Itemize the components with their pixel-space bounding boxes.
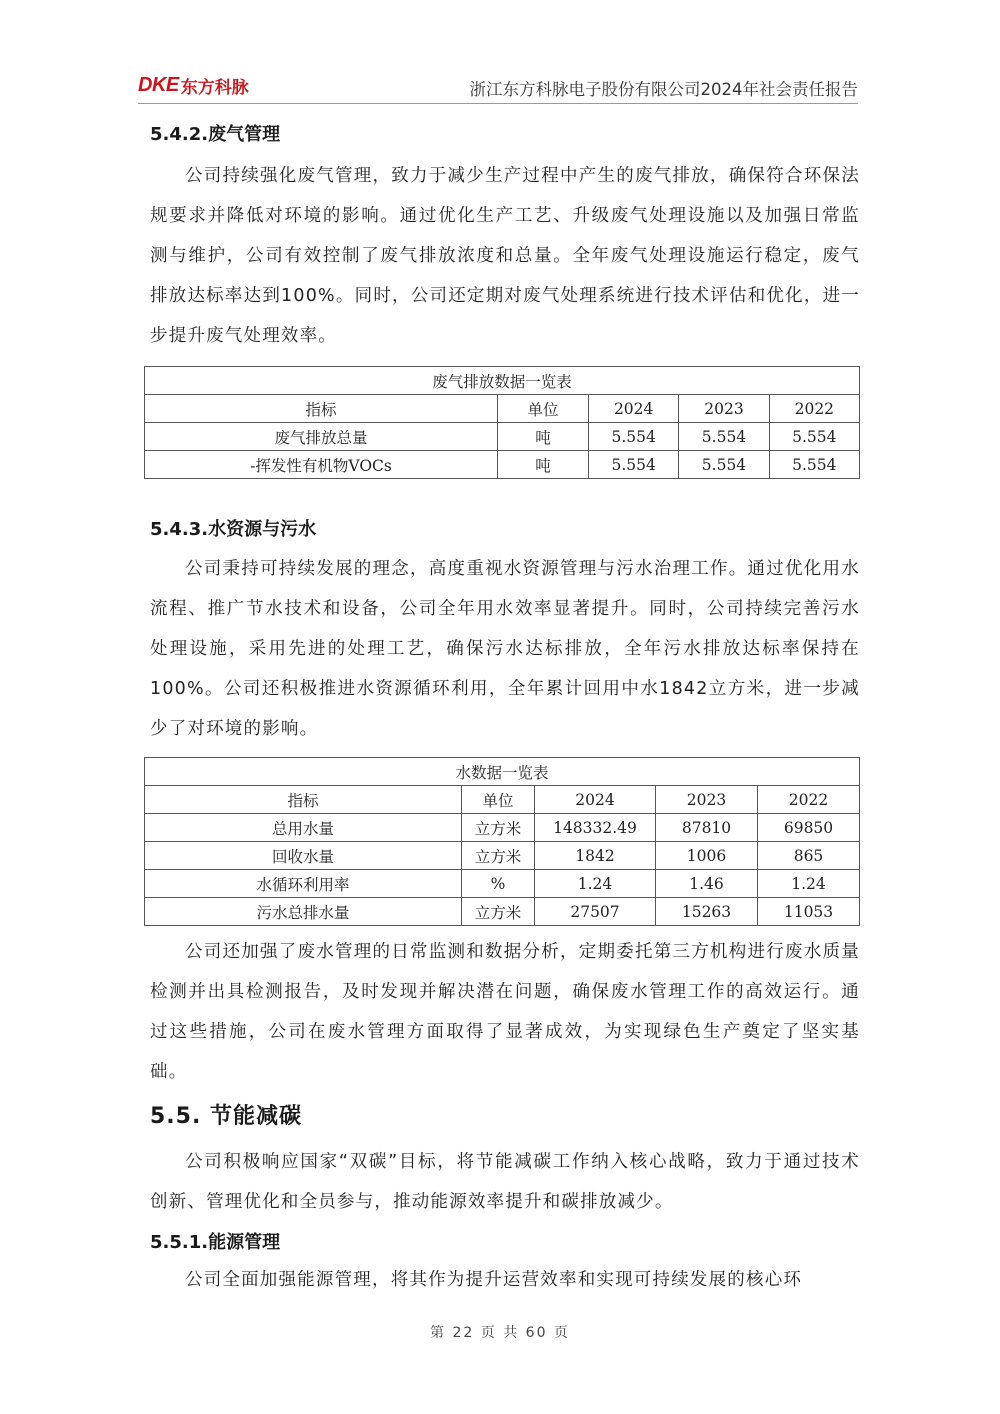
heading-5-5-1: 5.5.1.能源管理 — [150, 1232, 281, 1253]
table-cell: 11053 — [758, 898, 860, 926]
logo-chinese-text: 东方科脉 — [180, 77, 249, 98]
table-row — [145, 423, 860, 451]
heading-5-5: 5.5. 节能减碳 — [150, 1104, 302, 1129]
table-row — [145, 451, 860, 479]
column-header: 指标 — [145, 786, 462, 814]
table-cell: 1.46 — [656, 870, 758, 898]
table-cell: 1.24 — [758, 870, 860, 898]
paragraph-energy-carbon: 公司积极响应国家“双碳”目标，将节能减碳工作纳入核心战略，致力于通过技术创新、管理优化和全员参与，推动能源效率提升和碳排放减少。 — [150, 1152, 860, 1212]
table-cell: 废气排放总量 — [145, 423, 498, 451]
table-row — [145, 814, 860, 842]
table-cell: 立方米 — [462, 842, 535, 870]
table-caption: 水数据一览表 — [145, 758, 860, 786]
column-header: 2024 — [589, 395, 679, 423]
table-row — [145, 842, 860, 870]
table-cell: 1.24 — [535, 870, 656, 898]
heading-5-4-2: 5.4.2.废气管理 — [150, 124, 281, 145]
water-table — [144, 757, 860, 926]
column-header: 单位 — [498, 395, 589, 423]
table-header-row — [145, 395, 860, 423]
table-header-row — [145, 786, 860, 814]
paragraph-wastewater-monitoring: 公司还加强了废水管理的日常监测和数据分析，定期委托第三方机构进行废水质量检测并出具检测报告，及时发现并解决潜在问题，确保废水管理工作的高效运行。通过这些措施，公司在废水管理方面取得了显著成效，为实现绿色生产奠定了坚实基础。 — [150, 942, 860, 1082]
report-title: 浙江东方科脉电子股份有限公司2024年社会责任报告 — [469, 80, 858, 99]
table-cell: 5.554 — [769, 451, 859, 479]
table-cell: % — [462, 870, 535, 898]
table-cell: 15263 — [656, 898, 758, 926]
table-cell: 总用水量 — [145, 814, 462, 842]
table-cell: 水循环利用率 — [145, 870, 462, 898]
table-cell: 回收水量 — [145, 842, 462, 870]
table-cell: -挥发性有机物VOCs — [145, 451, 498, 479]
table-cell: 立方米 — [462, 898, 535, 926]
column-header: 2024 — [535, 786, 656, 814]
table-cell: 1842 — [535, 842, 656, 870]
table-cell: 立方米 — [462, 814, 535, 842]
table-caption-row — [145, 758, 860, 786]
table-cell: 吨 — [498, 451, 589, 479]
table-cell: 吨 — [498, 423, 589, 451]
company-logo — [138, 72, 249, 98]
page-number: 第 22 页 共 60 页 — [430, 1325, 570, 1341]
table-cell: 69850 — [758, 814, 860, 842]
paragraph-waste-gas: 公司持续强化废气管理，致力于减少生产过程中产生的废气排放，确保符合环保法规要求并降低对环境的影响。通过优化生产工艺、升级废气处理设施以及加强日常监测与维护，公司有效控制了废气排放浓度和总量。全年废气处理设施运行稳定，废气排放达标率达到100%。同时，公司还定期对废气处理系统进行技术评估和优化，进一步提升废气处理效率。 — [150, 166, 860, 346]
table-cell: 865 — [758, 842, 860, 870]
table-cell: 污水总排水量 — [145, 898, 462, 926]
column-header: 指标 — [145, 395, 498, 423]
table-caption-row — [145, 367, 860, 395]
column-header: 单位 — [462, 786, 535, 814]
table-cell: 5.554 — [589, 451, 679, 479]
table-row — [145, 898, 860, 926]
table-cell: 5.554 — [769, 423, 859, 451]
table-cell: 1006 — [656, 842, 758, 870]
paragraph-energy-management: 公司全面加强能源管理，将其作为提升运营效率和实现可持续发展的核心环 — [185, 1270, 803, 1290]
column-header: 2023 — [656, 786, 758, 814]
paragraph-water: 公司秉持可持续发展的理念，高度重视水资源管理与污水治理工作。通过优化用水流程、推广节水技术和设备，公司全年用水效率显著提升。同时，公司持续完善污水处理设施，采用先进的处理工艺，确保污水达标排放，全年污水排放达标率保持在100%。公司还积极推进水资源循环利用，全年累计回用中水1842立方米，进一步减少了对环境的影响。 — [150, 559, 860, 739]
column-header: 2023 — [679, 395, 769, 423]
header-divider — [138, 103, 858, 104]
page-header — [138, 68, 858, 104]
table-row — [145, 870, 860, 898]
column-header: 2022 — [769, 395, 859, 423]
table-cell: 5.554 — [589, 423, 679, 451]
waste-gas-table — [144, 366, 860, 479]
table-cell: 5.554 — [679, 423, 769, 451]
page-content — [150, 120, 860, 1300]
table-cell: 87810 — [656, 814, 758, 842]
table-caption: 废气排放数据一览表 — [145, 367, 860, 395]
table-cell: 27507 — [535, 898, 656, 926]
table-cell: 148332.49 — [535, 814, 656, 842]
table-cell: 5.554 — [679, 451, 769, 479]
logo-latin-text: DKE — [138, 73, 179, 96]
heading-5-4-3: 5.4.3.水资源与污水 — [150, 519, 317, 540]
column-header: 2022 — [758, 786, 860, 814]
